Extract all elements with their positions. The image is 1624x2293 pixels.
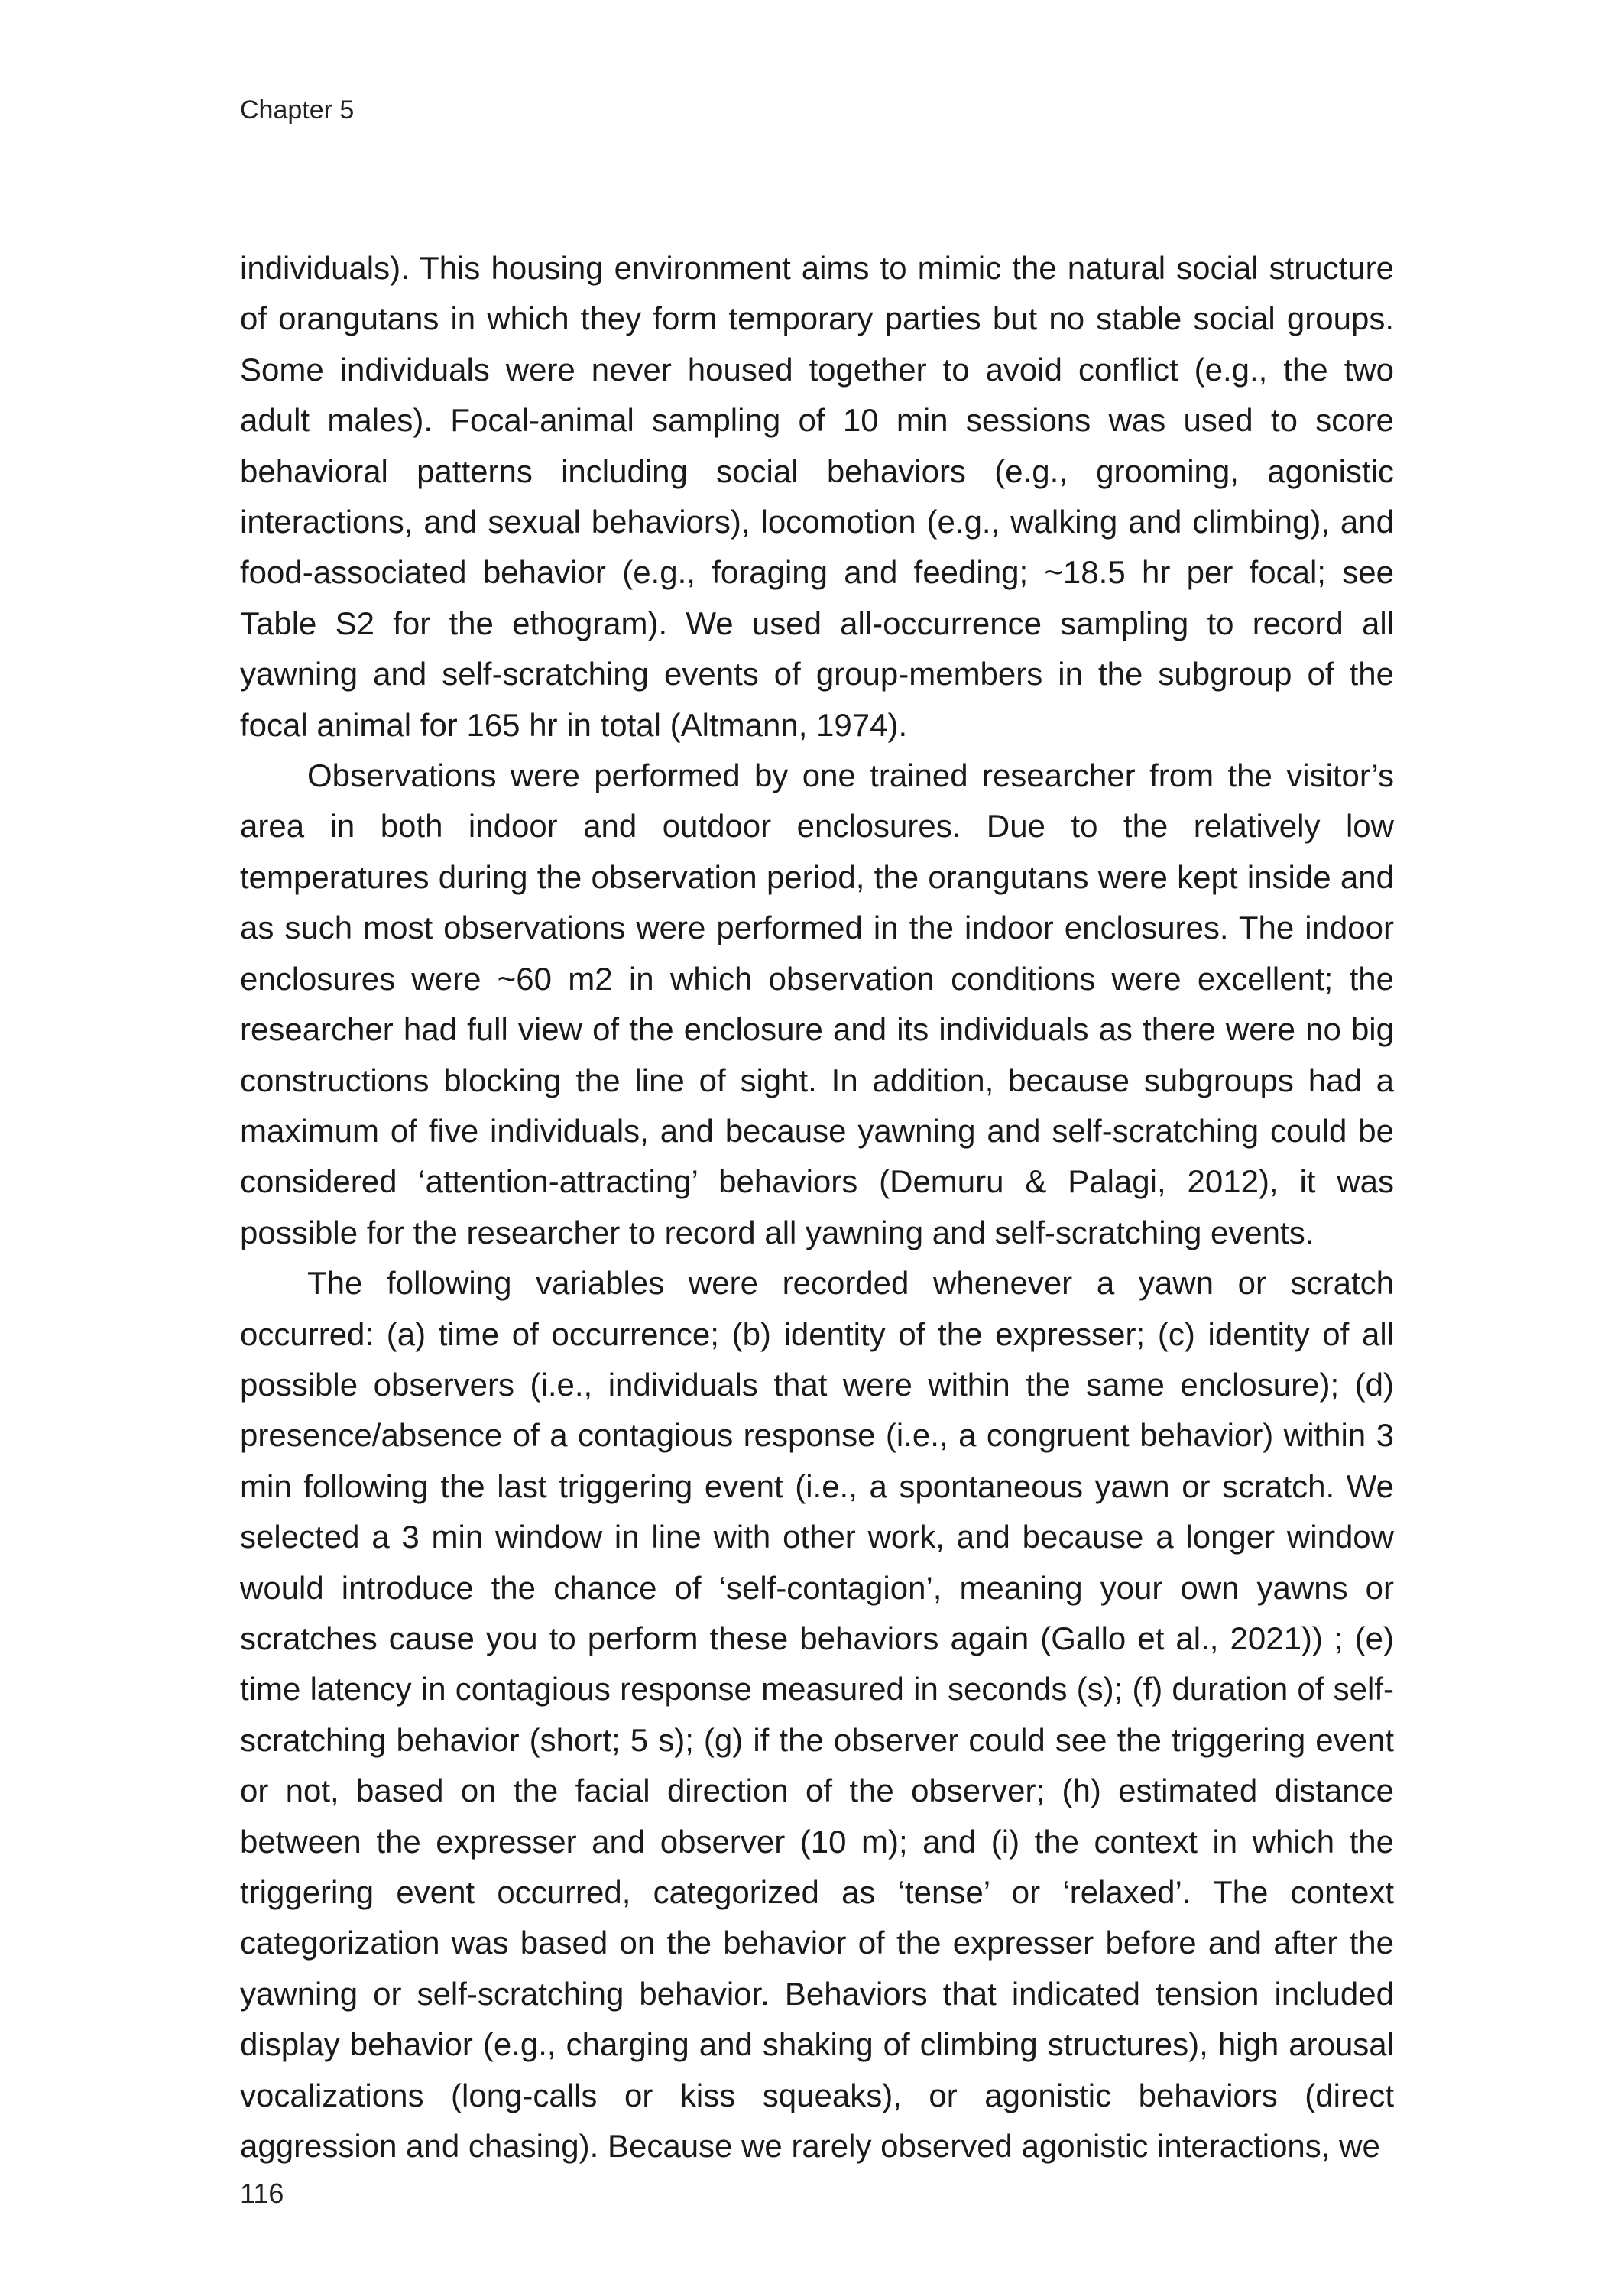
paragraph-3: The following variables were recorded whenever a yawn or scratch occurred: (a) time of occurrence; (b) identity of the expresser; (c) identity of all possible observers (i.e., individuals that were within the same enclosure); (d) presence/absence of a contagious response (i.e., a congruent behavior) within 3 min following the last triggering event (i.e., a spontaneous yawn or scratch. We selected a 3 min window in line with other work, and because a longer window would introduce the chance of ‘self-contagion’, meaning your own yawns or scratches cause you to perform these behaviors again (Gallo et al., 2021)) ; (e) time latency in contagious response measured in seconds (s); (f) duration of self-scratching behavior (short; 5 s); (g) if the observer could see the triggering event or not, based on the facial direction of the observer; (h) estimated distance between the expresser and observer (10 m); and (i) the context in which the triggering event occurred, categorized as ‘tense’ or ‘relaxed’. The context categorization was based on the behavior of the expresser before and after the yawning or self-scratching behavior. Behaviors that indicated tension included display behavior (e.g., charging and shaking of climbing structures), high arousal vocalizations (long-calls or kiss squeaks), or agonistic behaviors (direct aggression and chasing). Because we rarely observed agonistic interactions, we bbox=[240, 1265, 1394, 2165]
body-text bbox=[240, 243, 1394, 2171]
page-number: 116 bbox=[240, 2178, 284, 2209]
paragraph-1: individuals). This housing environment aims to mimic the natural social structure of orangutans in which they form temporary parties but no stable social groups. Some individuals were never housed together to avoid conflict (e.g., the two adult males). Focal-animal sampling of 10 min sessions was used to score behavioral patterns including social behaviors (e.g., grooming, agonistic interactions, and sexual behaviors), locomotion (e.g., walking and climbing), and food-associated behavior (e.g., foraging and feeding; ~18.5 hr per focal; see Table S2 for the ethogram). We used all-occurrence sampling to record all yawning and self-scratching events of group-members in the subgroup of the focal animal for 165 hr in total (Altmann, 1974). bbox=[240, 250, 1394, 743]
paragraph-2: Observations were performed by one trained researcher from the visitor’s area in both indoor and outdoor enclosures. Due to the relatively low temperatures during the observation period, the orangutans were kept inside and as such most observations were performed in the indoor enclosures. The indoor enclosures were ~60 m2 in which observation conditions were excellent; the researcher had full view of the enclosure and its individuals as there were no big constructions blocking the line of sight. In addition, because subgroups had a maximum of five individuals, and because yawning and self-scratching could be considered ‘attention-attracting’ behaviors (Demuru & Palagi, 2012), it was possible for the researcher to record all yawning and self-scratching events. bbox=[240, 757, 1394, 1250]
running-head: Chapter 5 bbox=[240, 96, 355, 125]
